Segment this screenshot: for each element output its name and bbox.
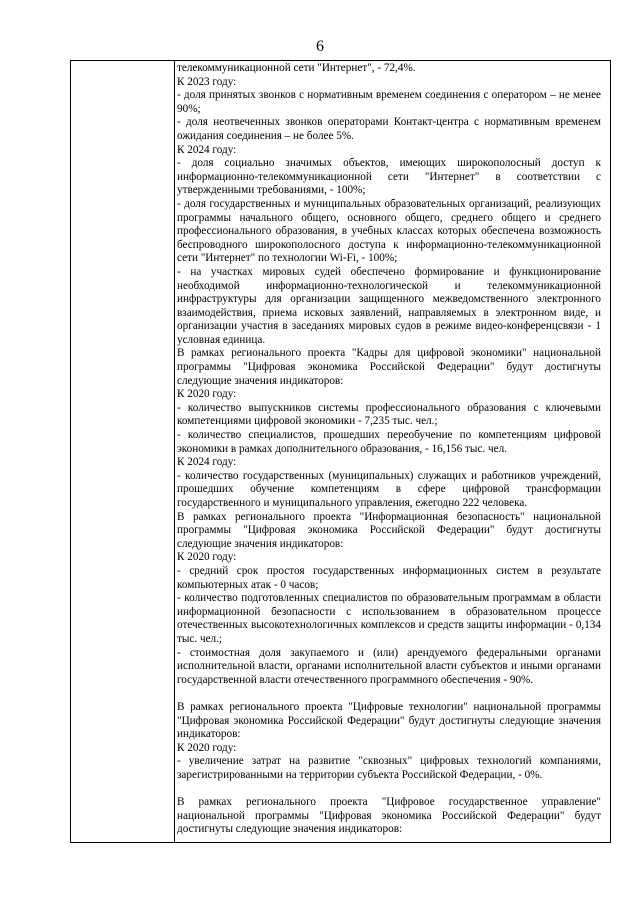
paragraph: - средний срок простоя государственных информационных систем в результате компьютерных атак - 0 часов; (177, 564, 601, 591)
paragraph: К 2020 году: (177, 551, 237, 564)
paragraph: телекоммуникационной сети "Интернет", - 72,4%. (177, 62, 416, 74)
paragraph: - доля неотвеченных звонков операторами Контакт-центра с нормативным временем ожидания соединения – не более 5%. (177, 116, 601, 142)
paragraph: К 2024 году: (177, 143, 237, 156)
paragraph: - стоимостная доля закупаемого и (или) арендуемого федеральными органами исполнительной власти, органами исполнительной власти субъектов и иными органами государственной власти отечественного программного обеспечения - 90%. (177, 646, 601, 686)
table-right-column (177, 62, 601, 837)
paragraph: - увеличение затрат на развитие "сквозных" цифровых технологий компаниями, зарегистрированными на территории субъекта Российской Федерации, - 0%. (177, 755, 601, 781)
paragraph: К 2020 году: (177, 388, 237, 401)
paragraph: В рамках регионального проекта "Кадры для цифровой экономики" национальной программы "Цифровая экономика Российской Федерации" будут достигнуты следующие значения индикаторов: (177, 347, 601, 387)
paragraph: - доля принятых звонков с нормативным временем соединения с оператором – не менее 90%; (177, 89, 601, 115)
paragraph: - количество подготовленных специалистов по образовательным программам в области информационной безопасности с использованием в образовательном процессе отечественных высокотехнологичных комплексов и средств защиты информации - 0,134 тыс. чел.; (177, 592, 601, 645)
paragraph: К 2023 году: (177, 75, 237, 88)
paragraph: К 2020 году: (177, 741, 237, 754)
document-table (70, 60, 611, 843)
paragraph: К 2024 году: (177, 456, 237, 469)
paragraph: В рамках регионального проекта "Цифровые технологии" национальной программы "Цифровая экономика Российской Федерации" будут достигнуты следующие значения индикаторов: (177, 700, 601, 741)
table-left-column (71, 61, 175, 842)
paragraph: В рамках регионального проекта "Информационная безопасность" национальной программы "Цифровая экономика Российской Федерации" будут достигнуты следующие значения индикаторов: (177, 510, 601, 550)
paragraph: - количество специалистов, прошедших переобучение по компетенциям цифровой экономики в рамках дополнительного образования, - 16,156 тыс. чел. (177, 429, 601, 455)
paragraph: - количество выпускников системы профессионального образования с ключевыми компетенциями цифровой экономики - 7,235 тыс. чел.; (177, 401, 601, 428)
paragraph: - доля социально значимых объектов, имеющих широкополосный доступ к информационно-телекоммуникационной сети "Интернет" в соответствии с утвержденными требованиями, - 100%; (177, 157, 601, 197)
page-number: 6 (316, 38, 324, 55)
paragraph: - количество государственных (муниципальных) служащих и работников учреждений, прошедших обучение компетенциям в сфере цифровой трансформации государственного и муниципального управления, ежегодно 222 человека. (177, 469, 601, 509)
paragraph: - на участках мировых судей обеспечено формирование и функционирование необходимой информационно-технологической и телекоммуникационной инфраструктуры для организации защищенного межведомственного электронного взаимодействия, приема исковых заявлений, направляемых в электронном виде, и организации участия в заседаниях мировых судов в режиме видео-конференцсвязи - 1 условная единица. (177, 265, 601, 346)
paragraph: - доля государственных и муниципальных образовательных организаций, реализующих программы начального общего, основного общего, среднего общего и среднего профессионального образования, в учебных классах которых обеспечена возможность беспроводного широкополосного доступа к информационно-телекоммуникационной сети "Интернет" по технологии Wi-Fi, - 100%; (177, 197, 601, 265)
paragraph: В рамках регионального проекта "Цифровое государственное управление" национальной программы "Цифровая экономика Российской Федерации" будут достигнуты следующие значения индикаторов: (177, 796, 601, 836)
